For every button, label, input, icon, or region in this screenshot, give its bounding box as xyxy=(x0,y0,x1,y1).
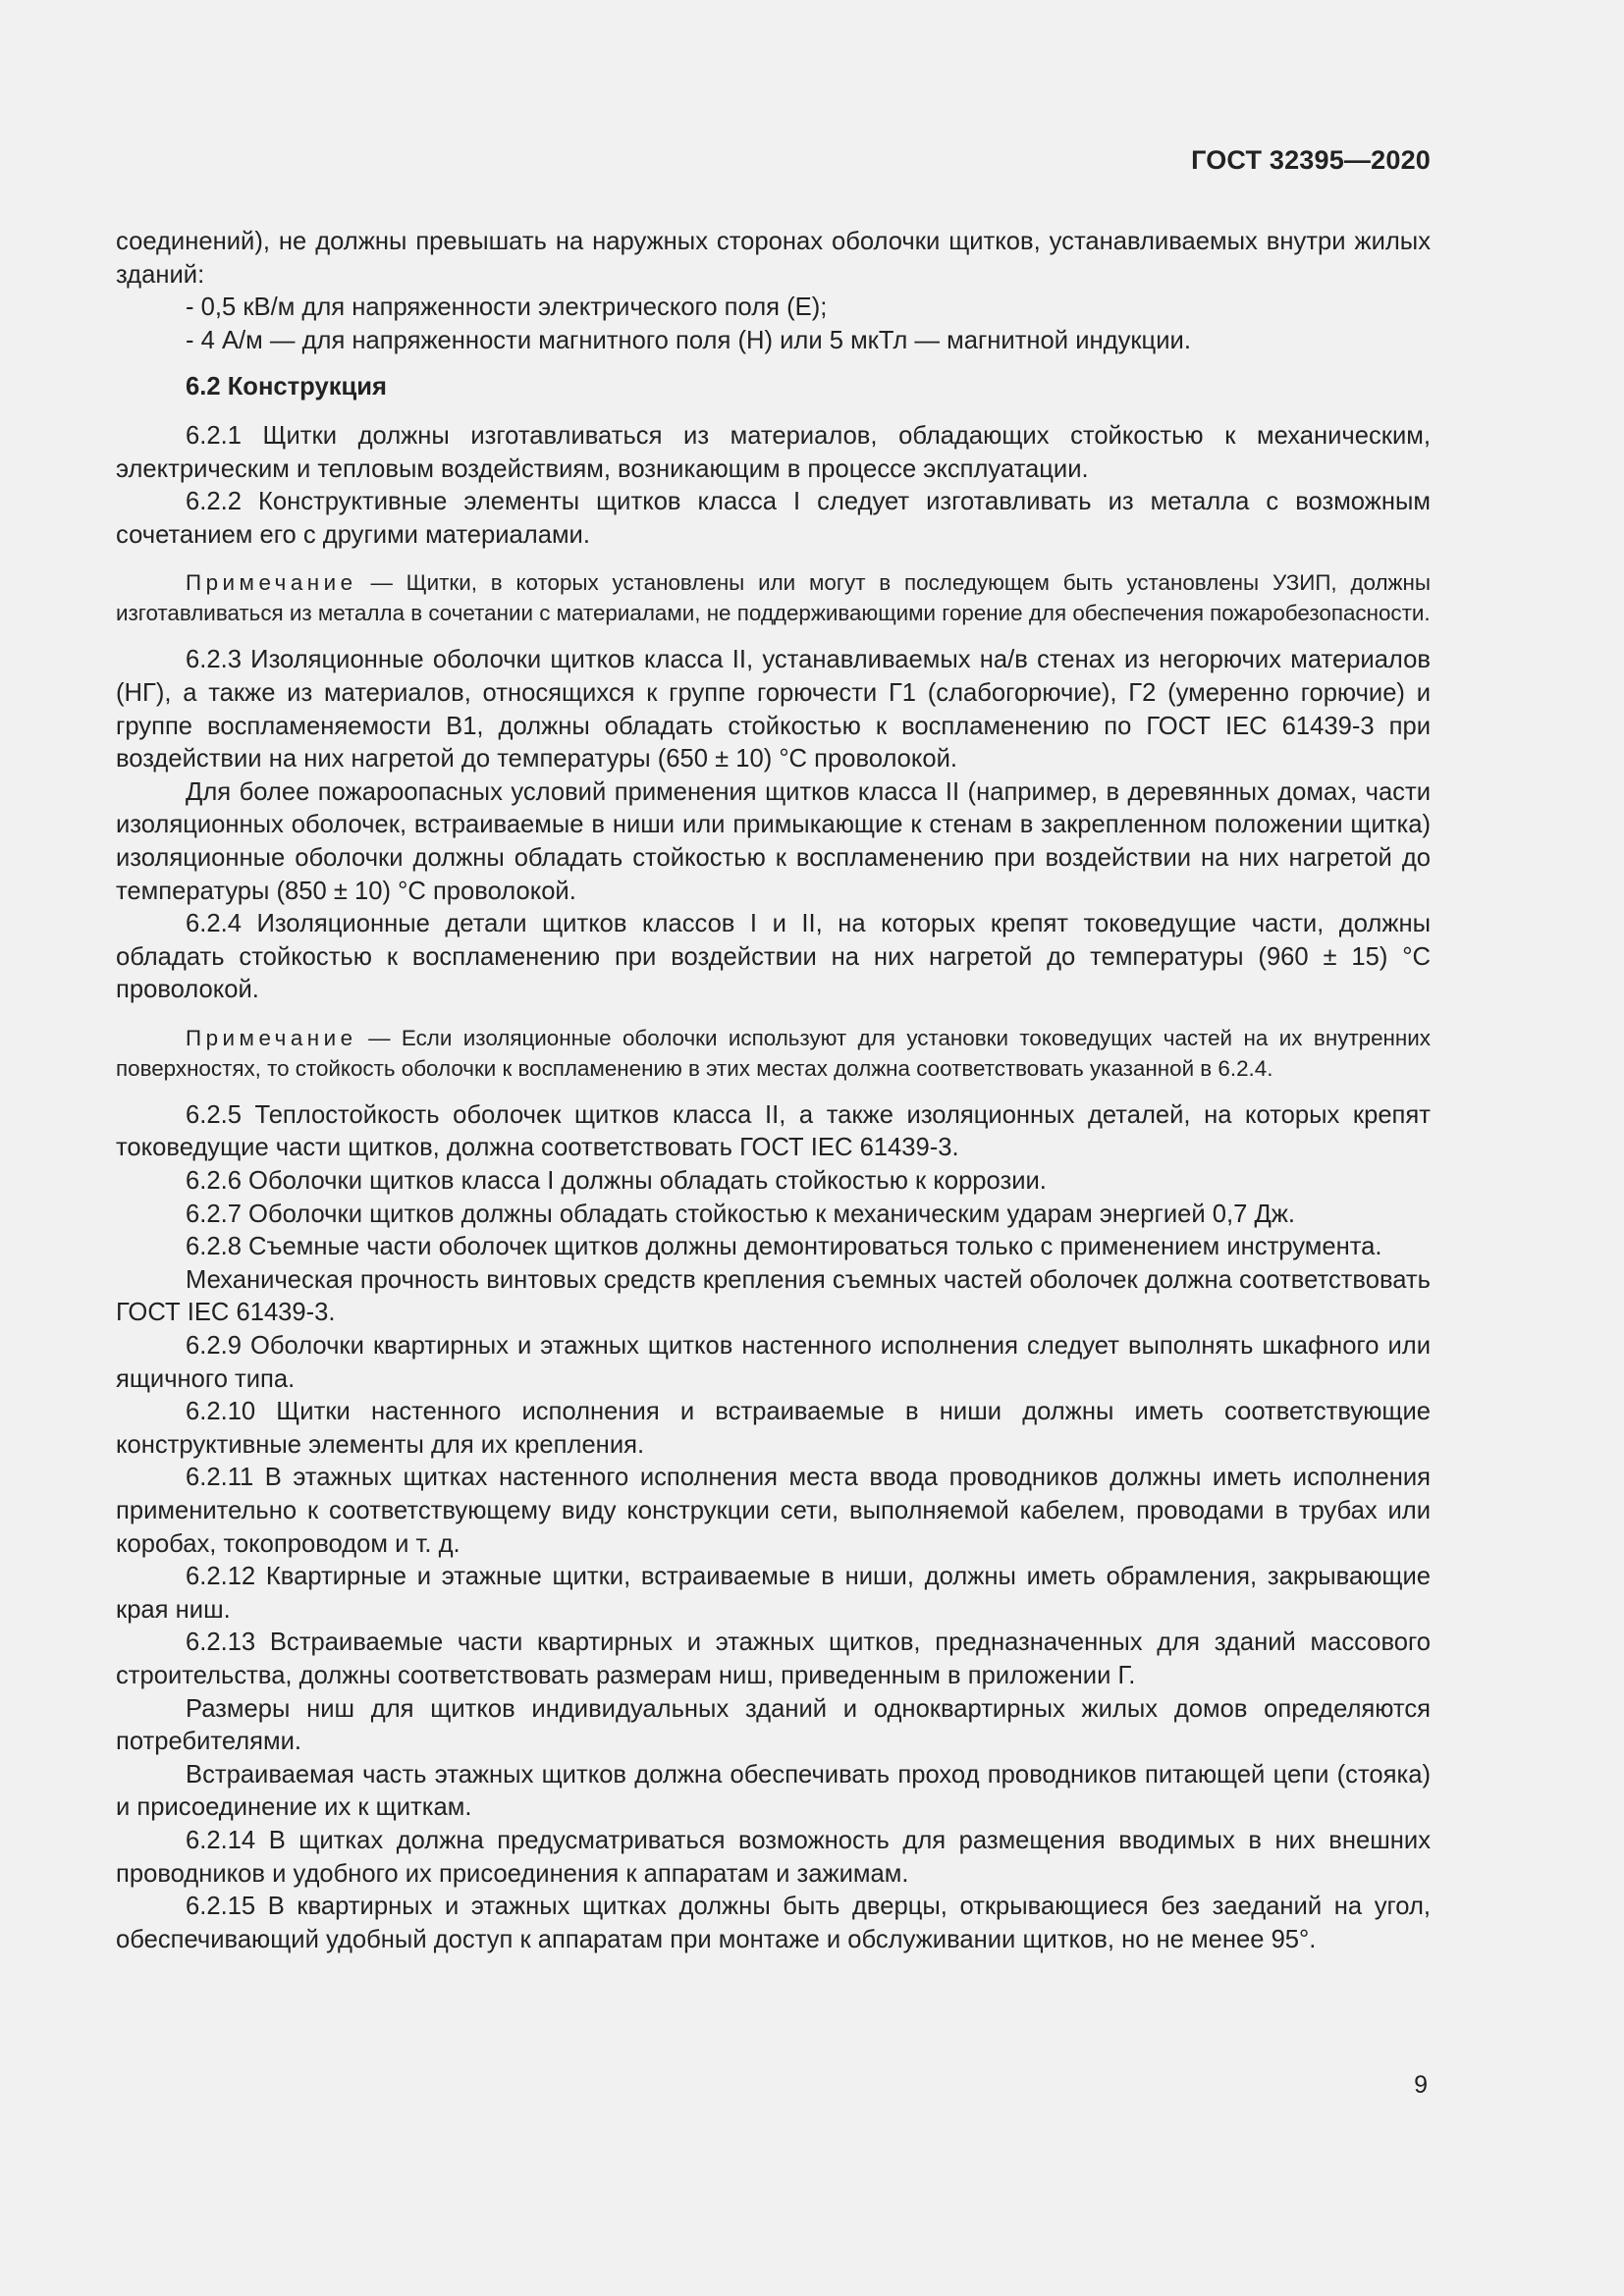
paragraph: Встраиваемая часть этажных щитков должна обеспечивать проход проводников питающей цепи (стояка) и присоединение их к щиткам. xyxy=(116,1760,1431,1822)
note xyxy=(116,567,1431,628)
paragraph: Размеры ниш для щитков индивидуальных зданий и одноквартирных жилых домов определяются потребителями. xyxy=(116,1694,1431,1756)
paragraph: 6.2.14 В щитках должна предусматриваться возможность для размещения вводимых в них внешних проводников и удобного их присоединения к аппаратам и зажимам. xyxy=(116,1826,1431,1888)
paragraph: 6.2.10 Щитки настенного исполнения и встраиваемые в ниши должны иметь соответствующие конструктивные элементы для их крепления. xyxy=(116,1398,1431,1459)
note-label: Примечание xyxy=(186,1025,357,1050)
paragraph: 6.2.7 Оболочки щитков должны обладать стойкостью к механическим ударам энергией 0,7 Дж. xyxy=(186,1200,1296,1228)
paragraph: 6.2.1 Щитки должны изготавливаться из материалов, обладающих стойкостью к механическим, электрическим и тепловым воздействиям, возникающим в процессе эксплуатации. xyxy=(116,421,1431,483)
page-number: 9 xyxy=(1414,2071,1428,2099)
paragraph: 6.2.6 Оболочки щитков класса I должны обладать стойкостью к коррозии. xyxy=(186,1167,1047,1196)
paragraph: Для более пожароопасных условий применения щитков класса II (например, в деревянных домах, части изоляционных оболочек, встраиваемые в ниши или примыкающие к стенам в закрепленном положении щитка) изоляционные оболочки должны обладать стойкостью к воспламенению при воздействии на них нагретой до температуры (850 ± 10) °С проволокой. xyxy=(116,777,1431,905)
note-text: — Щитки, в которых установлены или могут в последующем быть установлены УЗИП, должны изготавливаться из металла в сочетании с материалами, не поддерживающими горение для обеспечения пожаробезопасности. xyxy=(116,570,1431,626)
paragraph: Механическая прочность винтовых средств крепления съемных частей оболочек должна соответствовать ГОСТ IEC 61439-3. xyxy=(116,1265,1431,1327)
document-body xyxy=(116,226,1431,1956)
list-item: - 0,5 кВ/м для напряженности электрического поля (Е); xyxy=(186,294,828,322)
paragraph: 6.2.8 Съемные части оболочек щитков должны демонтироваться только с применением инструмента. xyxy=(186,1233,1382,1261)
note xyxy=(116,1023,1431,1084)
document-code-header: ГОСТ 32395—2020 xyxy=(1191,145,1431,175)
paragraph: 6.2.5 Теплостойкость оболочек щитков класса II, а также изоляционных деталей, на которых крепят токоведущие части щитков, должна соответствовать ГОСТ IEC 61439-3. xyxy=(116,1100,1431,1162)
note-text: — Если изоляционные оболочки используют для установки токоведущих частей на их внутренних поверхностях, то стойкость оболочки к воспламенению в этих местах должна соответствовать указанной в 6.2.4. xyxy=(116,1025,1431,1081)
paragraph: 6.2.13 Встраиваемые части квартирных и этажных щитков, предназначенных для зданий массового строительства, должны соответствовать размерам ниш, приведенным в приложении Г. xyxy=(116,1629,1431,1689)
paragraph: 6.2.4 Изоляционные детали щитков классов I и II, на которых крепят токоведущие части, должны обладать стойкостью к воспламенению при воздействии на них нагретой до температуры (960 ± 15) °С проволокой. xyxy=(116,910,1431,1004)
paragraph: 6.2.9 Оболочки квартирных и этажных щитков настенного исполнения следует выполнять шкафного или ящичного типа. xyxy=(116,1332,1431,1393)
paragraph: 6.2.11 В этажных щитках настенного исполнения места ввода проводников должны иметь исполнения применительно к соответствующему виду конструкции сети, выполняемой кабелем, проводами в трубах или коробах, токопроводом и т. д. xyxy=(116,1464,1431,1558)
section-heading: 6.2 Конструкция xyxy=(186,373,387,401)
paragraph: 6.2.2 Конструктивные элементы щитков класса I следует изготавливать из металла с возможным сочетанием его с другими материалами. xyxy=(116,488,1431,549)
note-label: Примечание xyxy=(186,570,357,596)
paragraph: 6.2.3 Изоляционные оболочки щитков класса II, устанавливаемых на/в стенах из негорючих материалов (НГ), а также из материалов, относящихся к группе горючести Г1 (слабогорючие), Г2 (умеренно горючие) и группе воспламеняемости В1, должны обладать стойкостью к воспламенению по ГОСТ IEC 61439-3 при воздействии на них нагретой до температуры (650 ± 10) °С проволокой. xyxy=(116,646,1431,774)
list-item: - 4 А/м — для напряженности магнитного поля (Н) или 5 мкТл — магнитной индукции. xyxy=(186,326,1191,354)
paragraph: соединений), не должны превышать на наружных сторонах оболочки щитков, устанавливаемых внутри жилых зданий: xyxy=(116,228,1431,289)
paragraph: 6.2.12 Квартирные и этажные щитки, встраиваемые в ниши, должны иметь обрамления, закрывающие края ниш. xyxy=(116,1563,1431,1624)
paragraph: 6.2.15 В квартирных и этажных щитках должны быть дверцы, открывающиеся без заеданий на угол, обеспечивающий удобный доступ к аппаратам при монтаже и обслуживании щитков, но не менее 95°. xyxy=(116,1893,1431,1953)
